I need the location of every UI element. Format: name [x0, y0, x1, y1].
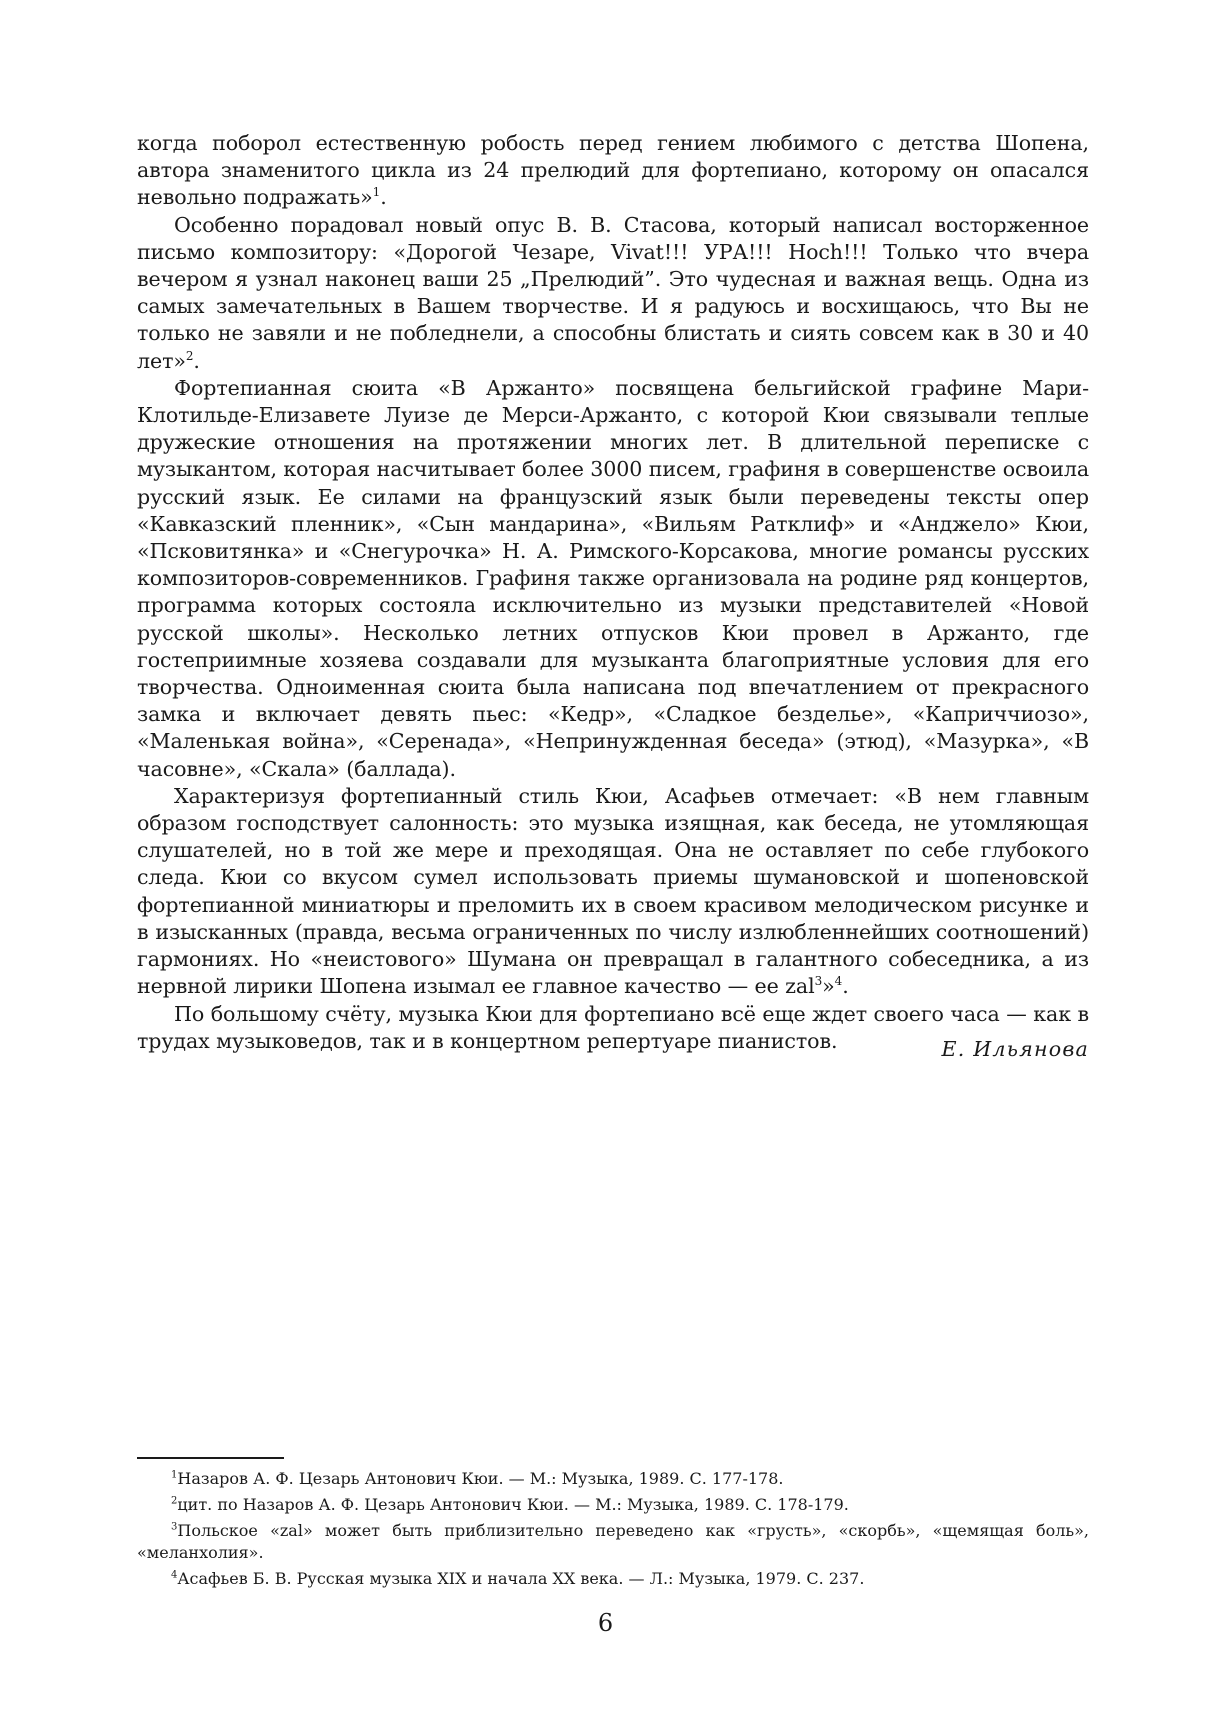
footnote-1: [137, 1468, 1089, 1491]
footnote-ref-1[interactable]: 1: [372, 185, 381, 200]
paragraph-4: Характеризуя фортепианный стиль Кюи, Асафьев отмечает: «В нем главным образом господствует салонность: это музыка изящная, как беседа, не утомляющая слушателей, но в той же мере и преходящая. Она не оставляет по себе глубокого следа. Кюи со вкусом сумел использовать приемы шумановской и шопеновской фортепианной миниатюры и преломить их в своем красивом мелодическом рисунке и в изысканных (правда, весьма ограниченных по числу излюбленнейших соотношений) гармониях. Но «неистового» Шумана он превращал в галантного собеседника, а из нервной лирики Шопена изымал ее главное качество — ее zal$^3$»$^4$.: [137, 783, 1089, 999]
footnote-number: 2: [171, 1495, 178, 1507]
paragraph-1-text: когда поборол естественную робость перед гением любимого с детства Шопена, автора знаменитого цикла из 24 прелюдий для фортепиано, которому он опасался невольно подражать»: [137, 131, 1089, 210]
footnote-ref-4[interactable]: 4: [834, 974, 843, 989]
paragraph-2: Особенно порадовал новый опус В. В. Стасова, который написал восторженное письмо композитору: «Дорогой Чезаре, Vivat!!! УРА!!! Hoch!!! Только что вчера вечером я узнал наконец ваши 25 „Прелюдий”. Это чудесная и важная вещь. Одна из самых замечательных в Вашем творчестве. И я радуюсь и восхищаюсь, что Вы не только не завяли и не побледнели, а способны блистать и сиять совсем как в 30 и 40 лет»$^2$.: [137, 212, 1089, 373]
paragraph-1: когда поборол естественную робость перед гением любимого с детства Шопена, автора знаменитого цикла из 24 прелюдий для фортепиано, которому он опасался невольно подражать»$^1$.: [137, 131, 1089, 210]
footnote-number: 1: [171, 1469, 178, 1481]
footnote-text: Польское «zal» может быть приблизительно переведено как «грусть», «скорбь», «щемящая боль», «меланхолия».: [137, 1520, 1089, 1563]
footnote-4: [137, 1568, 1089, 1591]
footnote-text: Назаров А. Ф. Цезарь Антонович Кюи. — М.: Музыка, 1989. С. 177-178.: [177, 1469, 784, 1488]
paragraph-3: [137, 375, 1089, 783]
article-body: [137, 130, 1089, 1055]
paragraph-3-text: Фортепианная сюита «В Аржанто» посвящена бельгийской графине Мари-Клотильде-Елизавете Луизе де Мерси-Аржанто, с которой Кюи связывали теплые дружеские отношения на протяжении многих лет. В длительной переписке с музыкантом, которая насчитывает более 3000 писем, графиня в совершенстве освоила русский язык. Ее силами на французский язык были переведены тексты опер «Кавказский пленник», «Сын мандарина», «Вильям Ратклиф» и «Анджело» Кюи, «Псковитянка» и «Снегурочка» Н. А. Римского-Корсакова, многие романсы русских композиторов-современников. Графиня также организовала на родине ряд концертов, программа которых состояла исключительно из музыки представителей «Новой русской школы». Несколько летних отпусков Кюи провел в Аржанто, где гостеприимные хозяева создавали для музыканта благоприятные условия для его творчества. Одноименная сюита была написана под впечатлением от прекрасного замка и включает девять пьес: «Кедр», «Сладкое безделье», «Каприччиозо», «Маленькая война», «Серенада», «Непринужденная беседа» (этюд), «Мазурка», «В часовне», «Скала» (баллада).: [137, 375, 1090, 781]
footnote-divider: [137, 1457, 284, 1459]
footnote-2: [137, 1494, 1089, 1517]
footnote-text: Асафьев Б. В. Русская музыка XIX и начала XX века. — Л.: Музыка, 1979. С. 237.: [177, 1569, 865, 1589]
author-signature: Е. Ильянова: [941, 1037, 1089, 1061]
paragraph-5-text: По большому счёту, музыка Кюи для фортепиано всё еще ждет своего часа — как в трудах музыковедов, так и в концертном репертуаре пианистов.: [137, 1001, 1089, 1053]
footnote-text: цит. по Назаров А. Ф. Цезарь Антонович Кюи. — М.: Музыка, 1989. С. 178-179.: [177, 1494, 849, 1514]
footnote-number: 4: [171, 1569, 178, 1581]
footnotes: [137, 1468, 1089, 1594]
footnote-ref-3[interactable]: 3: [814, 974, 823, 989]
page-number: 6: [597, 1609, 614, 1637]
footnote-3: [137, 1520, 1089, 1566]
footnote-ref-2[interactable]: 2: [185, 348, 194, 363]
paragraph-2-text: Особенно порадовал новый опус В. В. Стасова, который написал восторженное письмо композитору: «Дорогой Чезаре, Vivat!!! УРА!!! Hoch!!! Только что вчера вечером я узнал наконец ваши 25 „Прелюдий”. Это чудесная и важная вещь. Одна из самых замечательных в Вашем творчестве. И я радуюсь и восхищаюсь, что Вы не только не завяли и не побледнели, а способны блистать и сиять совсем как в 30 и 40 лет»: [137, 212, 1089, 373]
footnote-number: 3: [171, 1521, 178, 1533]
paragraph-4-quote-close: »: [822, 974, 835, 999]
paragraph-4-text: Характеризуя фортепианный стиль Кюи, Асафьев отмечает: «В нем главным образом господствует салонность: это музыка изящная, как беседа, не утомляющая слушателей, но в той же мере и преходящая. Она не оставляет по себе глубокого следа. Кюи со вкусом сумел использовать приемы шумановской и шопеновской фортепианной миниатюры и преломить их в своем красивом мелодическом рисунке и в изысканных (правда, весьма ограниченных по числу излюбленнейших соотношений) гармониях. Но «неистового» Шумана он превращал в галантного собеседника, а из нервной лирики Шопена изымал ее главное качество — ее zal: [137, 783, 1089, 999]
